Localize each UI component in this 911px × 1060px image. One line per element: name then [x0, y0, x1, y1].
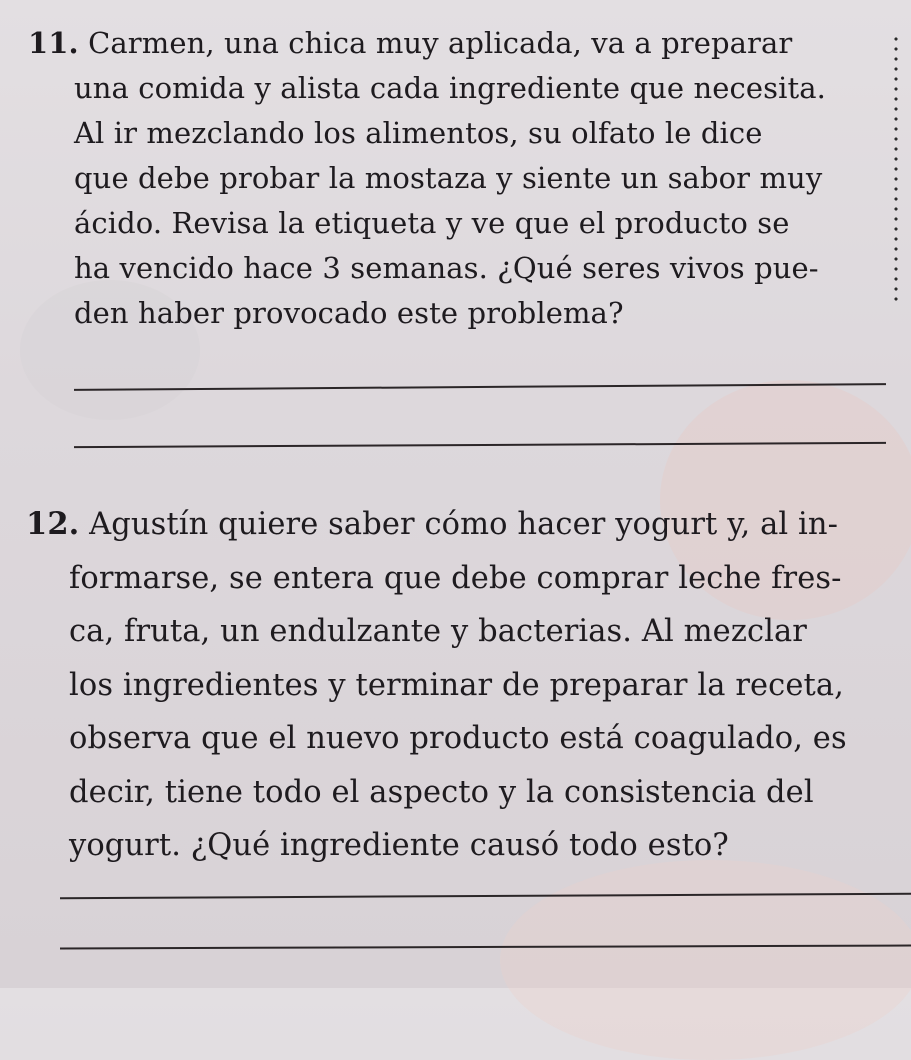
- question-line: 11. Carmen, una chica muy aplicada, va a preparar: [28, 26, 793, 60]
- question-line: los ingredientes y terminar de preparar la receta,: [69, 667, 844, 703]
- question-number: 11.: [28, 26, 79, 60]
- background-stain: [500, 860, 911, 1060]
- question-line: ha vencido hace 3 semanas. ¿Qué seres vivos pue-: [74, 251, 819, 285]
- question-line: den haber provocado este problema?: [74, 296, 624, 330]
- question-line: formarse, se entera que debe comprar leche fres-: [69, 560, 842, 596]
- question-line: 12. Agustín quiere saber cómo hacer yogurt y, al in-: [26, 506, 839, 542]
- question-12: [26, 498, 847, 873]
- question-line: Al ir mezclando los alimentos, su olfato le dice: [74, 116, 763, 150]
- question-line: una comida y alista cada ingrediente que necesita.: [74, 71, 826, 105]
- question-line: decir, tiene todo el aspecto y la consistencia del: [69, 774, 814, 810]
- question-number: 12.: [26, 506, 80, 542]
- question-line: ácido. Revisa la etiqueta y ve que el producto se: [74, 206, 790, 240]
- question-11: [28, 21, 826, 336]
- question-line: ca, fruta, un endulzante y bacterias. Al mezclar: [69, 614, 807, 649]
- question-line: yogurt. ¿Qué ingrediente causó todo esto?: [69, 828, 729, 863]
- dotted-margin-line: [893, 34, 899, 304]
- question-line: observa que el nuevo producto está coagulado, es: [69, 721, 847, 756]
- question-line: que debe probar la mostaza y siente un sabor muy: [74, 161, 823, 195]
